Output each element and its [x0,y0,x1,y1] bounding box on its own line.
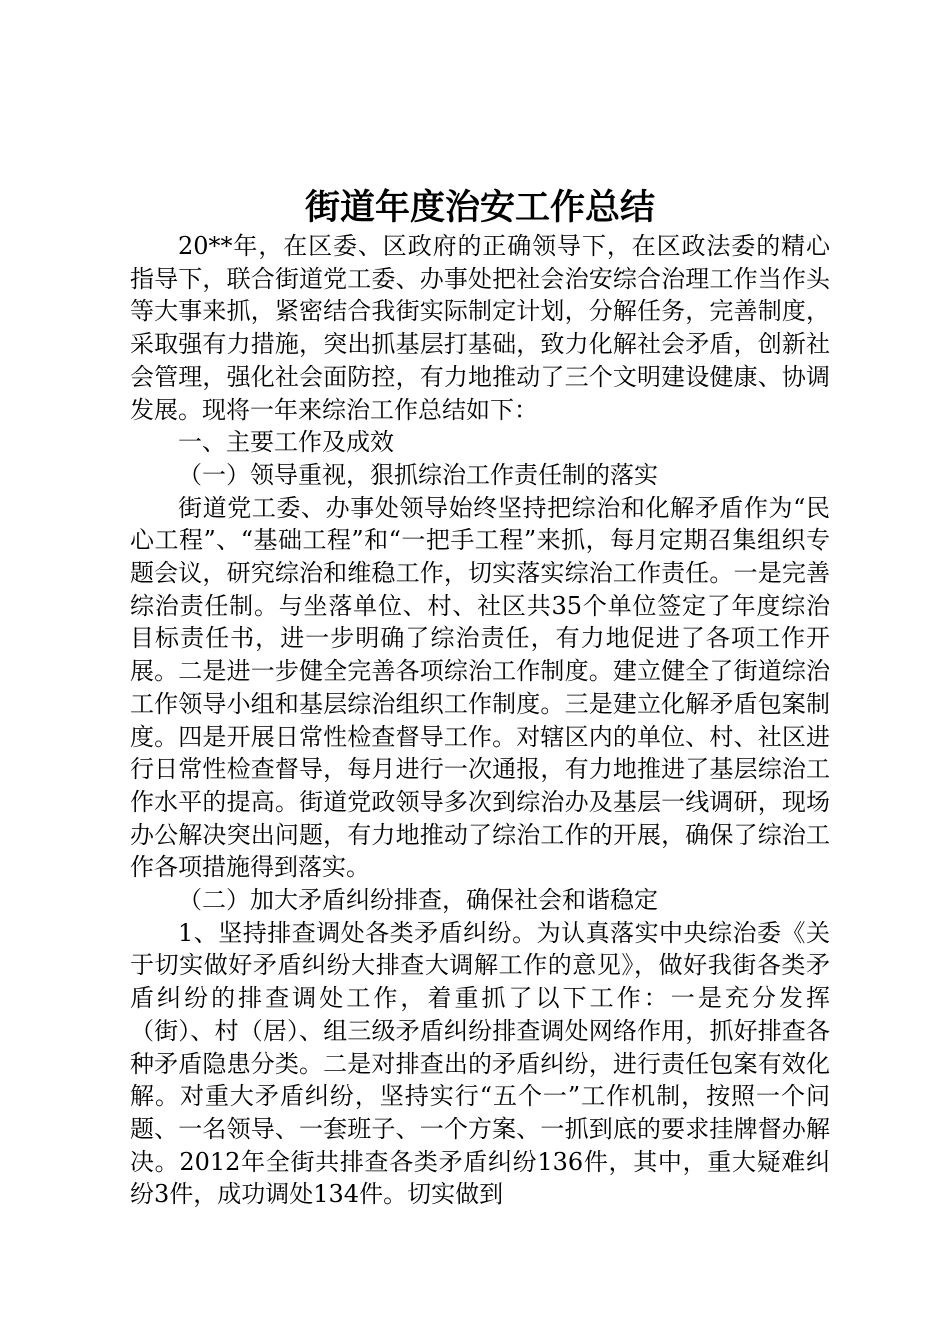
leadership-paragraph: 街道党工委、办事处领导始终坚持把综治和化解矛盾作为“民心工程”、“基础工程”和“一把手工程”来抓，每月定期召集组织专题会议，研究综治和维稳工作，切实落实综治工作责任。一是完善综治责任制。与坐落单位、村、社区共35个单位签定了年度综治目标责任书，进一步明确了综治责任，有力地促进了各项工作开展。二是进一步健全完善各项综治工作制度。建立健全了街道综治工作领导小组和基层综治组织工作制度。三是建立化解矛盾包案制度。四是开展日常性检查督导工作。对辖区内的单位、村、社区进行日常性检查督导，每月进行一次通报，有力地推进了基层综治工作水平的提高。街道党政领导多次到综治办及基层一线调研，现场办公解决突出问题，有力地推动了综治工作的开展，确保了综治工作各项措施得到落实。 [130,493,830,882]
subsection-heading-leadership: （一）领导重视，狠抓综治工作责任制的落实 [178,460,658,489]
document-title: 街道年度治安工作总结 [304,188,655,228]
intro-paragraph: 20**年，在区委、区政府的正确领导下，在区政法委的精心指导下，联合街道党工委、办事处把社会治安综合治理工作当作头等大事来抓，紧密结合我街实际制定计划，分解任务，完善制度，采取强有力措施，突出抓基层打基础，致力化解社会矛盾，创新社会管理，强化社会面防控，有力地推动了三个文明建设健康、协调发展。现将一年来综治工作总结如下： [130,232,830,424]
document-page [130,188,830,1211]
section-heading-main-work: 一、主要工作及成效 [178,428,394,457]
disputes-paragraph: 1、坚持排查调处各类矛盾纠纷。为认真落实中央综治委《关于切实做好矛盾纠纷大排查大调解工作的意见》，做好我街各类矛盾纠纷的排查调处工作，着重抓了以下工作：一是充分发挥（街）、村（居）、组三级矛盾纠纷排查调处网络作用，抓好排查各种矛盾隐患分类。二是对排查出的矛盾纠纷，进行责任包案有效化解。对重大矛盾纠纷，坚持实行“五个一”工作机制，按照一个问题、一名领导、一套班子、一个方案、一抓到底的要求挂牌督办解决。2012年全街共排查各类矛盾纠纷136件，其中，重大疑难纠纷3件，成功调处134件。切实做到 [130,918,830,1209]
subsection-heading-disputes: （二）加大矛盾纠纷排查，确保社会和谐稳定 [178,886,658,915]
